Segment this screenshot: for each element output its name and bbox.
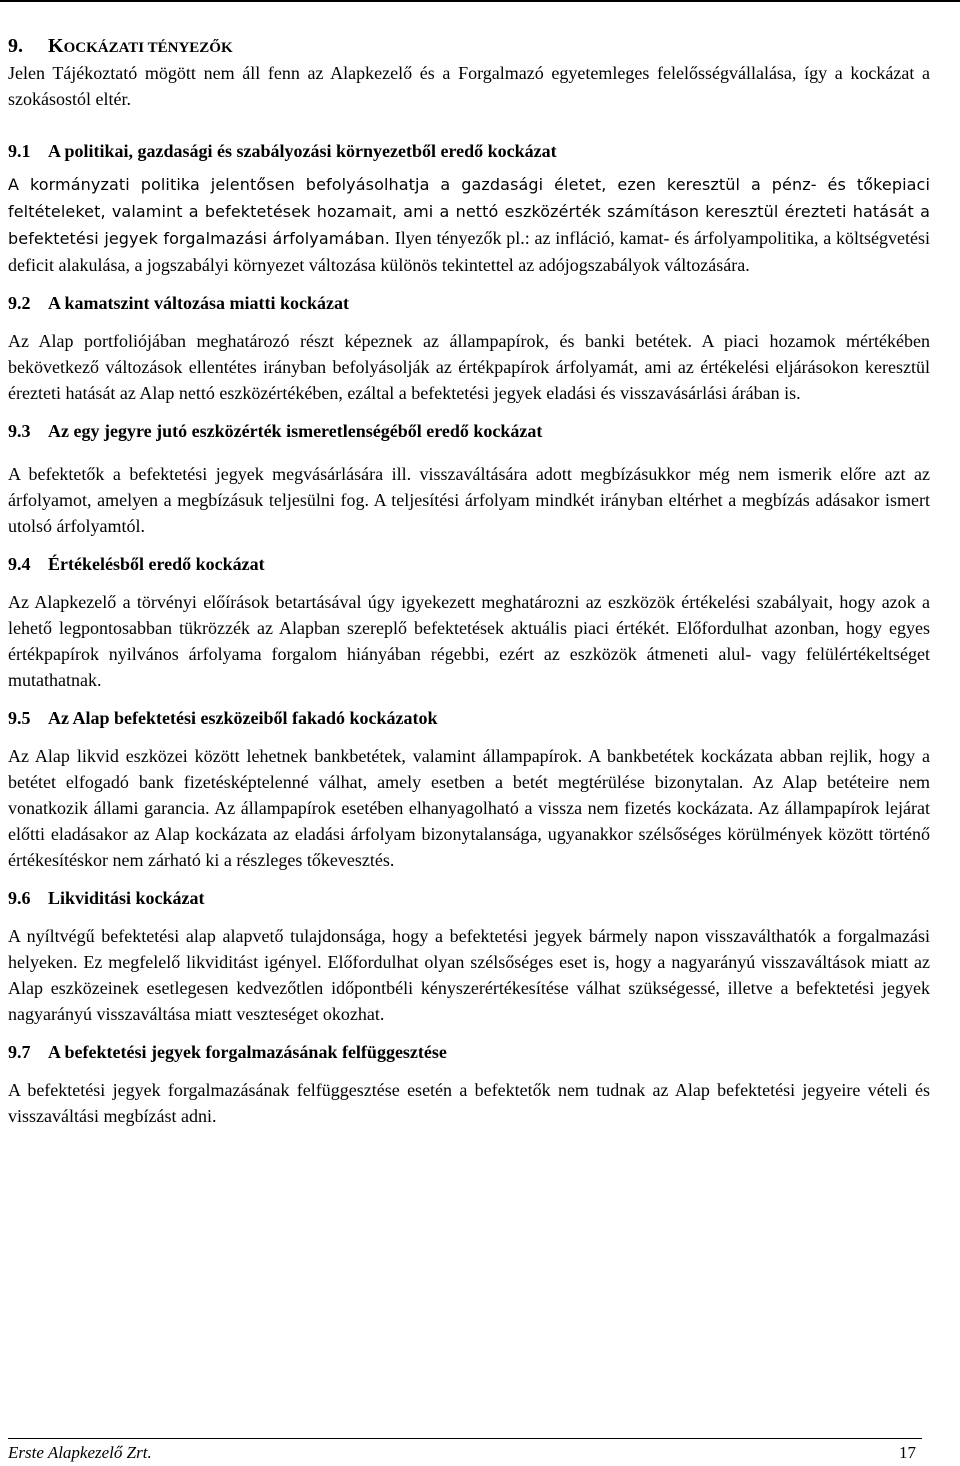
section-9-title: OCKÁZATI TÉNYEZŐK xyxy=(63,40,233,56)
section-9-4-text: Az Alapkezelő a törvényi előírások betartásával úgy igyekezett meghatározni az eszközök értékelési szabályait, hogy azok a lehető legpontosabban tükrözzék az Alapban szereplő befektetések aktuális piaci értékét. Előfordulhat azonban, hogy egyes értékpapírok nyilvános árfolyama forgalom hiányában régebbi, ezért az eszközök átmeneti alul- vagy felülértékeltséget mutathatnak. xyxy=(8,592,930,690)
page-footer xyxy=(8,1442,922,1464)
section-9-7-text: A befektetési jegyek forgalmazásának felfüggesztése esetén a befektetők nem tudnak az Alap befektetési jegyeire vételi és visszaváltási megbízást adni. xyxy=(8,1080,930,1126)
section-title: Az Alap befektetési eszközeiből fakadó kockázatok xyxy=(48,708,438,728)
section-9-5-heading xyxy=(8,706,930,730)
section-9-3-heading xyxy=(8,419,930,443)
page-number: 17 xyxy=(899,1443,916,1462)
section-9-1-text xyxy=(8,171,930,278)
section-9-1-text-b: Ilyen tényezők pl.: az infláció, kamat- és árfolyampolitika, a költségvetési deficit alakulása, a jogszabályi környezet változása különös tekintettel az adójogszabályok változására. xyxy=(8,228,931,275)
section-number: 9.4 xyxy=(8,554,31,574)
footer-company: Erste Alapkezelő Zrt. xyxy=(8,1443,152,1462)
section-9-4-heading xyxy=(8,552,930,576)
section-number: 9.2 xyxy=(8,293,31,313)
section-9-1-heading xyxy=(8,139,930,163)
footer-rule xyxy=(8,1438,922,1439)
section-title: A befektetési jegyek forgalmazásának felfüggesztése xyxy=(48,1042,447,1062)
section-9-2-heading xyxy=(8,291,930,315)
section-number: 9.5 xyxy=(8,708,31,728)
section-number: 9.1 xyxy=(8,141,31,161)
section-title: Az egy jegyre jutó eszközérték ismeretlenségéből eredő kockázat xyxy=(48,421,543,441)
section-number: 9.7 xyxy=(8,1042,31,1062)
section-9-7-heading xyxy=(8,1040,930,1064)
section-title: Likviditási kockázat xyxy=(48,888,205,908)
section-number: 9.6 xyxy=(8,888,31,908)
section-9-2-text: Az Alap portfoliójában meghatározó részt képeznek az állampapírok, és banki betétek. A piaci hozamok mértékében bekövetkező változások ellentétes irányban befolyásolják az értékpapírok árfolyamát, ami az értékelési eljárásokon keresztül érezteti hatását az Alap nettó eszközértékében, ezáltal a befektetési jegyek eladási és visszavásárlási árában is. xyxy=(8,331,930,403)
section-9-heading xyxy=(8,34,930,60)
section-number: 9.3 xyxy=(8,421,31,441)
section-9-title-initial: K xyxy=(48,35,64,57)
section-9-6-text: A nyíltvégű befektetési alap alapvető tulajdonsága, hogy a befektetési jegyek bármely napon visszaválthatók a forgalmazási helyeken. Ez megfelelő likviditást igényel. Előfordulhat olyan szélsőséges eset is, hogy a nagyarányú visszaváltások miatt az Alap eszközeinek esetlegesen kedvezőtlen időpontbéli kényszerértékesítése válhat szükségessé, illetve a befektetési jegyek nagyarányú visszaváltása miatt veszteséget okozhat. xyxy=(8,926,930,1024)
section-9-1-text-a: A kormányzati politika jelentősen befolyásolhatja a gazdasági életet, ezen keresztül a pénz- és tőkepiaci feltételeket, valamint a befektetések hozamait, ami a nettó eszközérték számításon keresztül érezteti hatását a befektetési jegyek forgalmazási árfolyamában. xyxy=(8,175,930,248)
top-rule xyxy=(0,0,960,2)
section-9-intro: Jelen Tájékoztató mögött nem áll fenn az Alapkezelő és a Forgalmazó egyetemleges felelősségvállalása, így a kockázat a szokásostól eltér. xyxy=(8,63,930,109)
section-9-5-text: Az Alap likvid eszközei között lehetnek bankbetétek, valamint állampapírok. A bankbetétek kockázata abban rejlik, hogy a betétet elfogadó bank fizetésképtelenné válhat, amely esetben a betét megtérülése bizonytalan. Az Alap betéteire nem vonatkozik állami garancia. Az állampapírok esetében elhanyagolható a vissza nem fizetés kockázata. Az állampapírok lejárat előtti eladásakor az Alap kockázata az eladási árfolyam bizonytalansága, ugyanakkor szélsőséges körülmények között történő értékesítéskor nem zárható ki a részleges tőkevesztés. xyxy=(8,746,930,870)
section-9-3-text: A befektetők a befektetési jegyek megvásárlására ill. visszaváltására adott megbízásukkor még nem ismerik előre azt az árfolyamot, amelyen a megbízásuk teljesülni fog. A teljesítési árfolyam mindkét irányban eltérhet a megbízás adásakor ismert utolsó árfolyamtól. xyxy=(8,464,930,536)
section-title: A kamatszint változása miatti kockázat xyxy=(48,293,349,313)
section-9-number: 9. xyxy=(8,35,23,57)
section-9-6-heading xyxy=(8,886,930,910)
document-page xyxy=(8,34,930,1129)
section-title: Értékelésből eredő kockázat xyxy=(48,554,265,574)
section-title: A politikai, gazdasági és szabályozási környezetből eredő kockázat xyxy=(48,141,557,161)
